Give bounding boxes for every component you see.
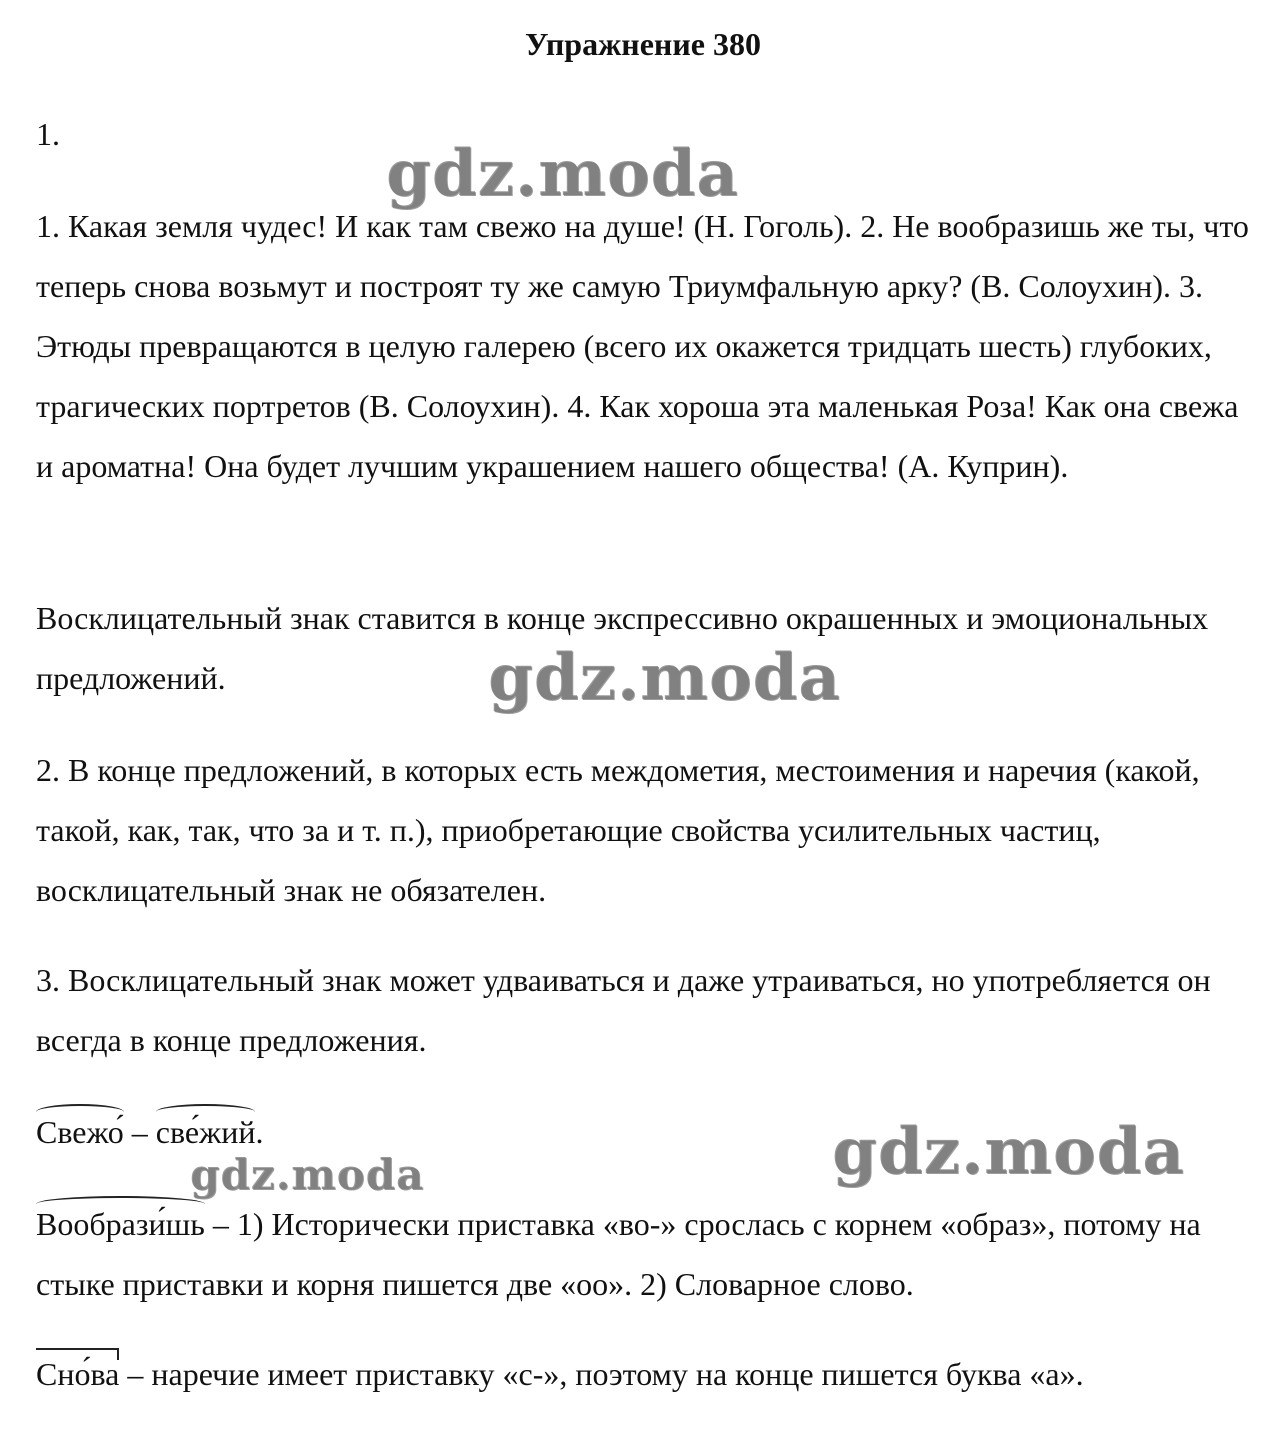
word-analysis-snova <box>36 1344 1251 1404</box>
dash-separator: – <box>131 1114 156 1150</box>
explanation-snova: – наречие имеет приставку «с-», поэтому на конце пишется буква «а». <box>119 1356 1084 1392</box>
watermark-logo: gdz.moda <box>488 640 841 715</box>
root-svezho: Свежо́ <box>36 1102 124 1162</box>
root-voobrazish: Вообрази́шь <box>36 1194 205 1254</box>
explanation-voobrazish: – 1) Исторически приставка «во-» срослась с корнем «образ», потому на стыке приставки и корня пишется две «оо». 2) Словарное слово. <box>36 1206 1201 1302</box>
section-number: 1. <box>36 116 60 152</box>
exercise-sentences: 1. Какая земля чудес! И как там свежо на душе! (Н. Гоголь). 2. Не вообразишь же ты, что теперь снова возьмут и построят ту же самую Триумфальную арку? (В. Солоухин). 3. Этюды превращаются в целую галерею (всего их окажется тридцать шесть) глубоких, трагических портретов (В. Солоухин). 4. Как хороша эта маленькая Роза! Как она свежа и ароматна! Она будет лучшим украшением нашего общества! (А. Куприн). <box>36 208 1249 484</box>
period: . <box>255 1114 264 1150</box>
watermark-logo: gdz.moda <box>190 1150 425 1199</box>
word-analysis-voobrazish <box>36 1194 1251 1314</box>
word-analysis-svezho <box>36 1102 1251 1162</box>
rule-paragraph-2: 2. В конце предложений, в которых есть междометия, местоимения и наречия (какой, такой, как, так, что за и т. п.), приобретающие свойства усилительных частиц, восклицательный знак не обязателен. <box>36 752 1200 908</box>
watermark-logo: gdz.moda <box>386 136 739 211</box>
prefix-snova: Сно́ва <box>36 1344 119 1404</box>
root-svezhiy: све́жий <box>156 1102 256 1162</box>
page-title: Упражнение 380 <box>524 26 761 62</box>
rule-paragraph-1: Восклицательный знак ставится в конце экспрессивно окрашенных и эмоциональных предложений. <box>36 600 1209 696</box>
rule-paragraph-3: 3. Восклицательный знак может удваиваться и даже утраиваться, но употребляется он всегда в конце предложения. <box>36 962 1211 1058</box>
watermark-logo: gdz.moda <box>832 1114 1185 1189</box>
